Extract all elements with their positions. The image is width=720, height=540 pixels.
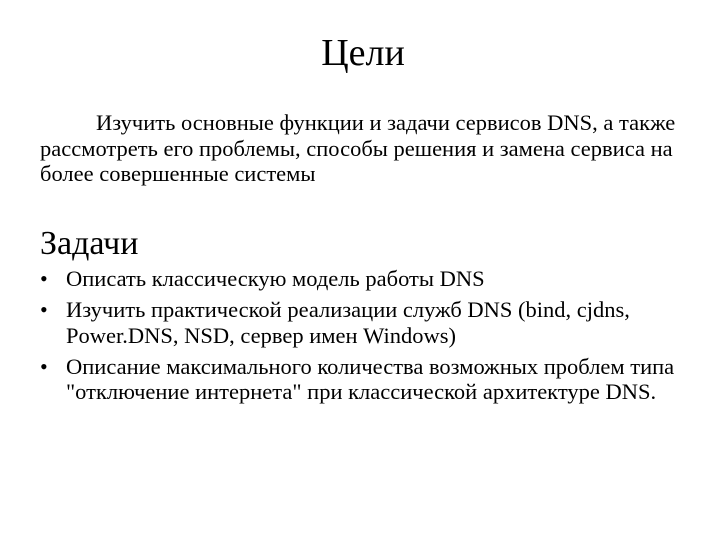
task-list — [40, 266, 680, 410]
task-item — [40, 297, 680, 348]
bullet-icon: • — [40, 266, 48, 291]
task-text: Описать классическую модель работы DNS — [66, 266, 485, 291]
task-item — [40, 266, 680, 291]
slide-title: Цели — [321, 32, 405, 74]
bullet-icon: • — [40, 353, 48, 379]
task-item — [40, 354, 680, 405]
task-text: Изучить практической реализации служб DNS (bind, cjdns, Power.DNS, NSD, сервер имен Windows) — [66, 297, 630, 348]
tasks-heading: Задачи — [40, 225, 139, 262]
goal-paragraph: Изучить основные функции и задачи сервисов DNS, а также рассмотреть его проблемы, способы решения и замена сервиса на более совершенные системы — [40, 110, 676, 186]
task-text: Описание максимального количества возможных проблем типа "отключение интернета" при классической архитектуре DNS. — [66, 353, 675, 405]
bullet-icon: • — [40, 297, 48, 323]
